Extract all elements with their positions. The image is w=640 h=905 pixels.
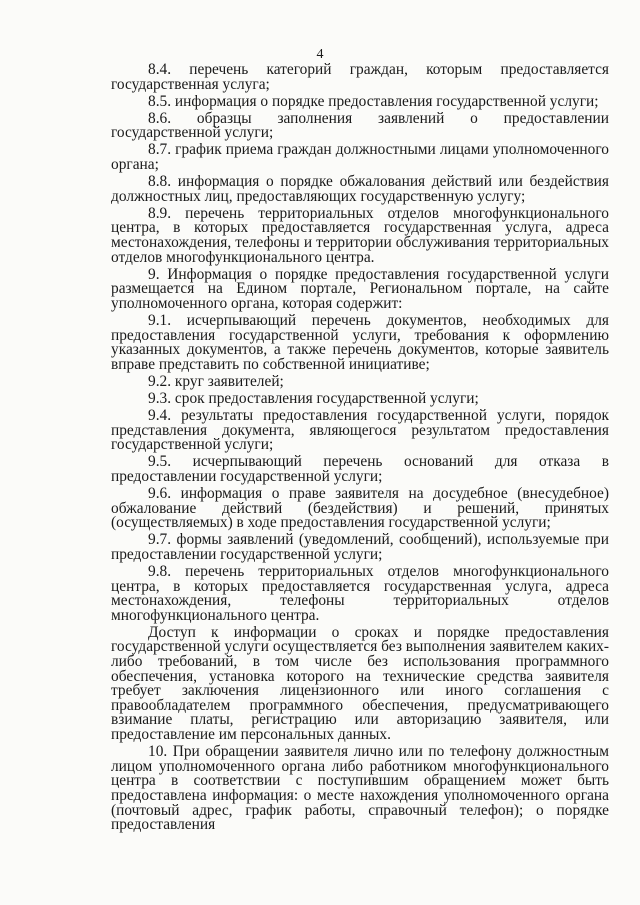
paragraph-9-6: 9.6. информация о праве заявителя на досудебное (внесудебное) обжалование действий (бездействия) и решений, принятых (осуществляемых) в ходе предоставления государственной услуги;	[111, 485, 609, 532]
paragraph-9-1: 9.1. исчерпывающий перечень документов, необходимых для предоставления государственной услуги, требования к оформлению указанных документов, а также перечень документов, которые заявитель вправе представить по собственной инициативе;	[111, 312, 609, 373]
paragraph-9-7: 9.7. формы заявлений (уведомлений, сообщений), используемые при предоставлении государственной услуги;	[111, 531, 609, 563]
paragraph-9: 9. Информация о порядке предоставления государственной услуги размещается на Едином портале, Региональном портале, на сайте уполномоченного органа, которая содержит:	[111, 265, 609, 312]
paragraph-access: Доступ к информации о сроках и порядке предоставления государственной услуги осуществляется без выполнения заявителем каких-либо требований, в том числе без использования программного обеспечения, установка которого на технические средства заявителя требует заключения лицензионного или иного соглашения с правообладателем программного обеспечения, предусматривающего взимание платы, регистрацию или авторизацию заявителя, или предоставление им персональных данных.	[111, 623, 610, 744]
paragraph-9-4: 9.4. результаты предоставления государственной услуги, порядок представления документа, являющегося результатом предоставления государственной услуги;	[111, 407, 609, 454]
paragraph-9-5: 9.5. исчерпывающий перечень оснований для отказа в предоставлении государственной услуги;	[111, 453, 609, 485]
paragraph-9-2: 9.2. круг заявителей;	[148, 372, 284, 390]
paragraph-8-7: 8.7. график приема граждан должностными лицами уполномоченного органа;	[111, 141, 609, 174]
page-number: 4	[316, 47, 324, 62]
paragraph-8-5: 8.5. информация о порядке предоставления государственной услуги;	[148, 92, 599, 110]
paragraph-9-8: 9.8. перечень территориальных отделов многофункционального центра, в которых предоставляется государственная услуга, адреса местонахождения, телефоны территориальных отделов многофункционального центра.	[111, 563, 609, 624]
paragraph-8-6: 8.6. образцы заполнения заявлений о предоставлении государственной услуги;	[111, 109, 609, 142]
document-body	[111, 63, 609, 833]
paragraph-10: 10. При обращении заявителя лично или по телефону должностным лицом уполномоченного органа либо работником многофункционального центра в соответствии с поступившим обращением может быть предоставлена информация: о месте нахождения уполномоченного органа (почтовый адрес, график работы, справочный телефон); о порядке предоставления	[111, 743, 609, 834]
paragraph-9-3: 9.3. срок предоставления государственной услуги;	[148, 389, 479, 407]
paragraph-8-9: 8.9. перечень территориальных отделов многофункционального центра, в которых предоставляется государственная услуга, адреса местонахождения, телефоны и территории обслуживания территориальных отделов многофункционального центра.	[111, 204, 609, 266]
paragraph-8-8: 8.8. информация о порядке обжалования действий или бездействия должностных лиц, предоставляющих государственную услугу;	[111, 173, 609, 205]
paragraph-8-4: 8.4. перечень категорий граждан, которым предоставляется государственная услуга;	[111, 61, 609, 93]
